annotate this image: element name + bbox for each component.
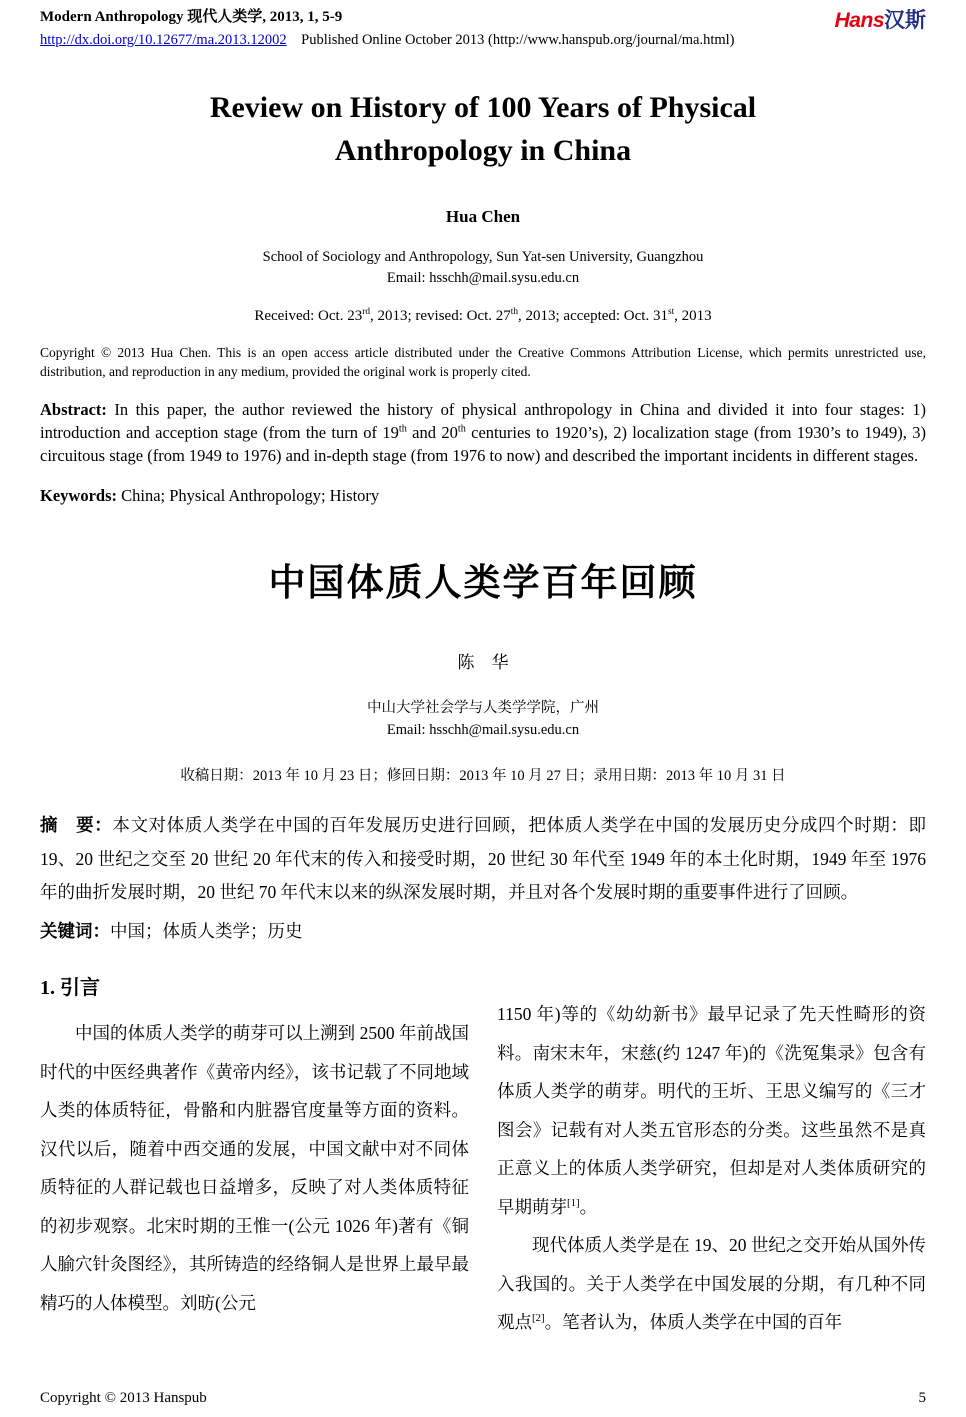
affiliation-en — [40, 247, 926, 291]
affiliation-zh-text: 中山大学社会学与人类学学院，广州 — [367, 699, 599, 716]
abstract-text-zh: 本文对体质人类学在中国的百年发展历史进行回顾，把体质人类学在中国的发展历史分成四个时期：即 19、20 世纪之交至 20 世纪 20 年代末的传入和接受时期，20 世纪 30 年代至 1949 年的本土化时期，1949 年至 1976 年的曲折发展时期，20 世纪 70 年代末以来的纵深发展时期，并且对各个发展时期的重要事件进行了回顾。 — [40, 814, 926, 903]
section-1-heading — [40, 971, 469, 1000]
hanspub-logo — [835, 4, 926, 34]
abstract-label-en: Abstract: — [40, 399, 107, 419]
journal-title-line: Modern Anthropology 现代人类学, 2013, 1, 5-9 — [40, 9, 343, 25]
email-en: Email: hsschh@mail.sysu.edu.cn — [386, 270, 580, 287]
two-column-body — [40, 971, 926, 1342]
article-title-en-line2: Anthropology in China — [334, 134, 632, 168]
keywords-label-zh: 关键词： — [40, 921, 110, 942]
section-1-title: 引言 — [60, 977, 100, 1000]
abstract-text-en: In this paper, the author reviewed the history of physical anthropology in China and divided it into four stages: 1) introduction and acception stage (from the turn of 19th and 20th centuries to 1920’s), 2) localization stage (from 1930’s to 1949), 3) circuitous stage (from 1949 to 1976) and in-depth stage (from 1976 to now) and described the important incidents in different stages. — [40, 399, 926, 466]
doi-line — [40, 29, 734, 51]
hanspub-logo-hanzi: 汉斯 — [884, 9, 926, 32]
body-paragraph-left: 中国的体质人类学的萌芽可以上溯到 2500 年前战国时代的中医经典著作《黄帝内经》，该书记载了不同地域人类的体质特征，骨骼和内脏器官度量等方面的资料。汉代以后，随着中西交通的发展，中国文献中对不同体质特征的人群记载也日益增多，反映了对人类体质特征的初步观察。北宋时期的王惟一(公元 1026 年)著有《铜人腧穴针灸图经》，其所铸造的经络铜人是世界上最早最精巧的人体模型。刘昉(公元 — [40, 1023, 469, 1313]
keywords-text-zh: 中国；体质人类学；历史 — [110, 921, 303, 942]
dates-zh: 收稿日期：2013 年 10 月 23 日；修回日期：2013 年 10 月 27 日；录用日期：2013 年 10 月 31 日 — [180, 767, 786, 784]
copyright-notice: Copyright © 2013 Hua Chen. This is an open access article distributed under the Creative Commons Attribution License, which permits unrestricted use, distribution, and reproduction in any medium, provided the original work is properly cited. — [40, 345, 926, 380]
keywords-zh — [40, 918, 926, 943]
keywords-en — [40, 486, 926, 506]
received-line: Received: Oct. 23rd, 2013; revised: Oct. 27th, 2013; accepted: Oct. 31st, 2013 — [254, 307, 712, 325]
article-title-en — [40, 86, 926, 173]
published-info: Published Online October 2013 (http://www.hanspub.org/journal/ma.html) — [301, 32, 735, 49]
body-paragraph-right-1: 1150 年)等的《幼幼新书》最早记录了先天性畸形的资料。南宋末年，宋慈(约 1247 年)的《洗冤集录》包含有体质人类学的萌芽。明代的王圻、王思义编写的《三才图会》记载有对人类五官形态的分类。这些虽然不是真正意义上的体质人类学研究，但却是对人类体质研究的早期萌芽[1]。 — [497, 1004, 926, 1217]
body-paragraph-right-2: 现代体质人类学是在 19、20 世纪之交开始从国外传入我国的。关于人类学在中国发展的分期，有几种不同观点[2]。笔者认为，体质人类学在中国的百年 — [497, 1235, 926, 1333]
hanspub-logo-hans: Hans — [834, 9, 884, 32]
keywords-text-en: China; Physical Anthropology; History — [117, 485, 380, 505]
footer-page-number: 5 — [918, 1390, 926, 1406]
column-right — [497, 971, 926, 1342]
footer-copyright: Copyright © 2013 Hanspub — [40, 1390, 207, 1406]
section-1-number: 1. — [40, 977, 55, 1000]
email-zh: Email: hsschh@mail.sysu.edu.cn — [386, 722, 580, 739]
affiliation-zh — [40, 697, 926, 742]
abstract-en — [40, 398, 926, 468]
abstract-label-zh: 摘 要： — [40, 814, 113, 835]
author-zh: 陈 华 — [457, 652, 509, 672]
header-left — [40, 6, 734, 52]
article-title-en-line1: Review on History of 100 Years of Physical — [209, 90, 757, 124]
keywords-label-en: Keywords: — [40, 485, 117, 505]
doi-link[interactable]: http://dx.doi.org/10.12677/ma.2013.12002 — [40, 32, 287, 49]
page-header — [40, 6, 926, 52]
affiliation-en-text: School of Sociology and Anthropology, Sun Yat-sen University, Guangzhou — [262, 248, 704, 265]
abstract-zh — [40, 809, 926, 910]
author-en: Hua Chen — [445, 206, 521, 226]
column-left — [40, 971, 469, 1342]
page-footer — [40, 1390, 926, 1407]
article-title-zh: 中国体质人类学百年回顾 — [268, 561, 698, 603]
